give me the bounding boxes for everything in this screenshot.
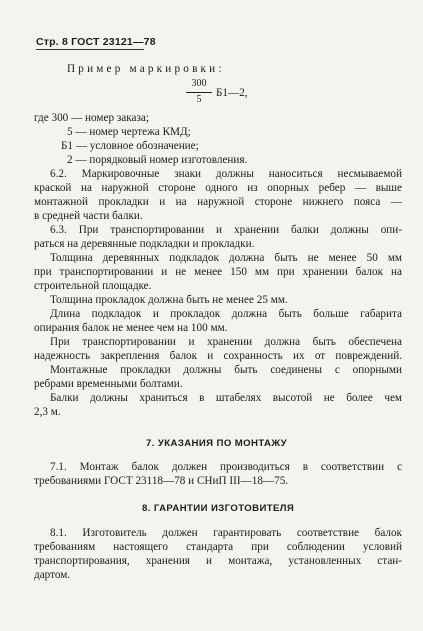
body-line: дартом.	[34, 569, 71, 581]
marking-denominator: 5	[196, 94, 202, 105]
body-line: требованиями ГОСТ 23118—78 и СНиП III—18—75.	[34, 475, 289, 487]
body-line: раться на деревянные подкладки и прокладки.	[34, 238, 255, 250]
legend-line: где 300 — номер заказа;	[34, 112, 149, 124]
body-line: требованиям настоящего стандарта при соблюдении условий	[34, 541, 402, 553]
body-line: Толщина прокладок должна быть не менее 25 мм.	[50, 294, 288, 306]
body-line: Толщина деревянных подкладок должна быть не менее 50 мм	[50, 252, 402, 264]
body-line: строительной площадке.	[34, 280, 152, 292]
body-line: 8.1. Изготовитель должен гарантировать соответствие балок	[50, 527, 402, 539]
header-rule	[36, 49, 144, 50]
fraction-bar	[186, 92, 212, 93]
body-line: При транспортировании и хранении должна быть обеспечена	[50, 336, 402, 348]
section-7-heading: 7. УКАЗАНИЯ ПО МОНТАЖУ	[146, 438, 288, 449]
body-line: 6.3. При транспортировании и хранении балки должны опи-	[50, 224, 402, 236]
body-line: надежность закрепления балок и сохранность их от повреждений.	[34, 350, 402, 362]
legend-line: Б1 — условное обозначение;	[61, 140, 199, 152]
section-8-heading: 8. ГАРАНТИИ ИЗГОТОВИТЕЛЯ	[142, 503, 295, 514]
body-line: Длина подкладок и прокладок должна быть больше габарита	[50, 308, 402, 320]
page-header: Стр. 8 ГОСТ 23121—78	[36, 36, 156, 48]
body-line: 2,3 м.	[34, 406, 61, 418]
marking-numerator: 300	[191, 78, 207, 89]
marking-code: Б1—2,	[216, 87, 248, 99]
body-line: в средней части балки.	[34, 210, 143, 222]
body-line: Монтажные прокладки должны быть соединены с опорными	[50, 364, 402, 376]
body-line: 7.1. Монтаж балок должен производиться в соответствии с	[50, 461, 402, 473]
marking-intro: Пример маркировки:	[67, 63, 225, 75]
body-line: 6.2. Маркировочные знаки должны наноситься несмываемой	[50, 168, 402, 180]
body-line: краской на наружной стороне одного из опорных ребер — выше	[34, 182, 402, 194]
body-line: Балки должны храниться в штабелях высотой не более чем	[50, 392, 402, 404]
body-line: опирания балок не менее чем на 100 мм.	[34, 322, 228, 334]
body-line: при транспортировании и не менее 150 мм при хранении балок на	[34, 266, 402, 278]
body-line: монтажной прокладки и на наружной стороне нижнего пояса —	[34, 196, 402, 208]
body-line: транспортирования, хранения и монтажа, установленных стан-	[34, 555, 402, 567]
body-line: ребрами временными болтами.	[34, 378, 183, 390]
legend-line: 5 — номер чертежа КМД;	[67, 126, 191, 138]
legend-line: 2 — порядковый номер изготовления.	[67, 154, 248, 166]
